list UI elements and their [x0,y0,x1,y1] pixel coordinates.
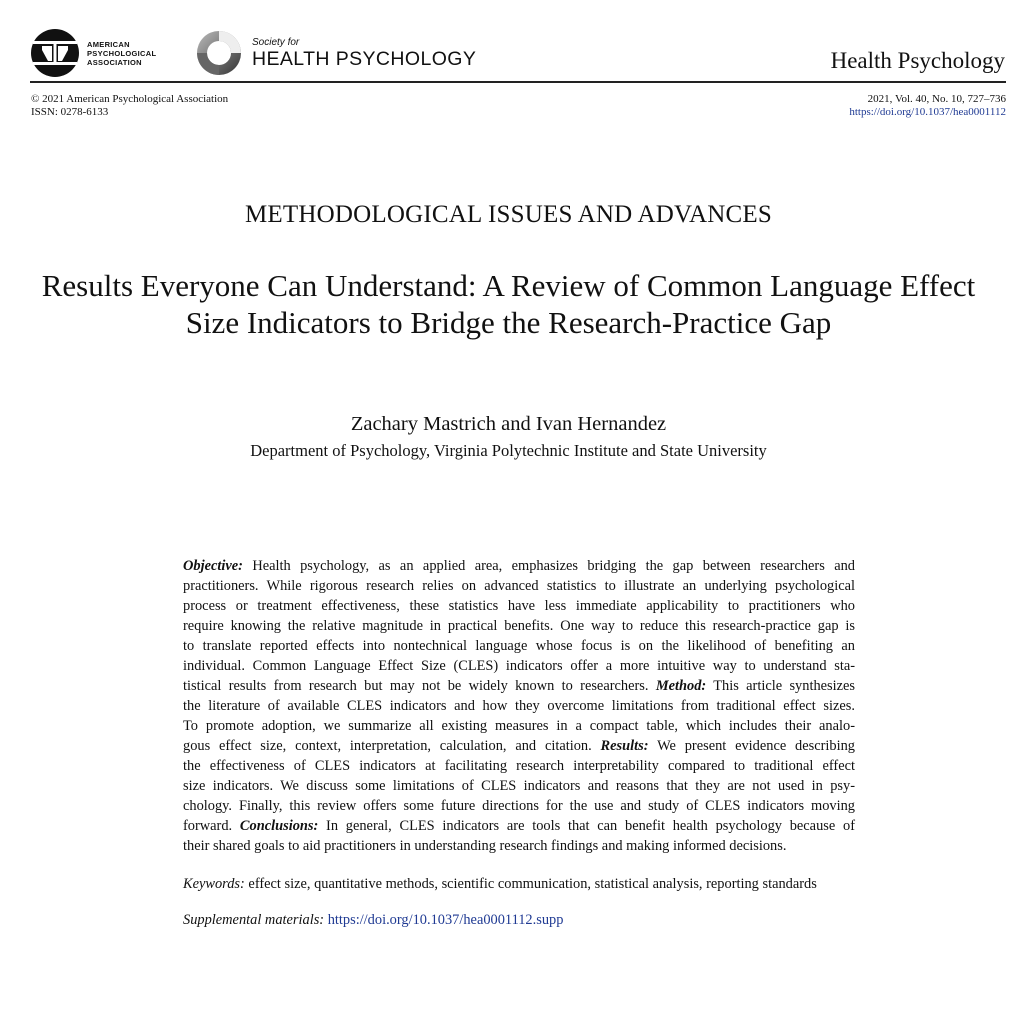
apa-emblem-icon [30,28,80,78]
affiliation: Department of Psychology, Virginia Polytechnic Institute and State University [250,441,767,460]
abstract-line: the literature of available CLES indicators and how they overcome limitations from traditional effect sizes. [183,698,855,714]
apa-logo-text: AMERICAN PSYCHOLOGICAL ASSOCIATION [87,39,157,67]
abstract-line: size indicators. We discuss some limitations of CLES indicators and reasons that they are not used in psy- [183,778,855,794]
abstract-line: individual. Common Language Effect Size (CLES) indicators offer a more intuitive way to understand sta- [183,658,855,674]
volume-info: 2021, Vol. 40, No. 10, 727–736 [867,93,1006,105]
apa-logo [30,28,170,78]
abstract-line: the effectiveness of CLES indicators at facilitating research interpretability compared to traditional effect [183,758,855,774]
abstract-line: tistical results from research but may not be widely known to researchers. Method: This article synthesizes [183,678,855,694]
article-title [0,267,1017,341]
citation-block [849,93,1006,118]
abstract-line: practitioners. While rigorous research relies on advanced statistics to illustrate an underlying psychological [183,578,855,594]
abstract-line: gous effect size, context, interpretation, calculation, and citation. Results: We present evidence describing [183,738,855,754]
keywords [183,876,883,893]
copyright-text: © 2021 American Psychological Association [31,93,229,105]
journal-name: Health Psychology [830,48,1005,73]
title-line-1: Results Everyone Can Understand: A Review of Common Language Effect [41,268,976,303]
objective-label: Objective: [183,558,243,574]
abstract-line: To promote adoption, we summarize all existing measures in a compact table, which includes their analo- [183,718,855,734]
abstract-line: to translate reported effects into nontechnical language whose focus is on the likelihood of benefiting an [183,638,855,654]
issn-text: ISSN: 0278-6133 [31,105,109,118]
society-logo [196,30,476,76]
supplemental-link[interactable]: https://doi.org/10.1037/hea0001112.supp [327,912,564,928]
title-line-2: Size Indicators to Bridge the Research-Practice Gap [185,305,832,340]
abstract-line: Objective: Health psychology, as an applied area, emphasizes bridging the gap between researchers and [183,558,855,574]
keywords-label: Keywords: [183,876,245,892]
abstract-line: chology. Finally, this review offers some future directions for the use and study of CLES indicators moving [183,798,855,814]
section-heading: METHODOLOGICAL ISSUES AND ADVANCES [245,201,772,228]
results-label: Results: [600,738,649,754]
abstract-line: their shared goals to aid practitioners in understanding research findings and making informed decisions. [183,838,787,854]
authors: Zachary Mastrich and Ivan Hernandez [350,413,667,435]
society-logo-text: Society for HEALTH PSYCHOLOGY [252,36,477,70]
conclusions-label: Conclusions: [239,818,319,834]
abstract [183,556,855,856]
abstract-line: require knowing the relative magnitude in practical benefits. One way to reduce this research-practice gap is [183,618,855,634]
method-label: Method: [655,678,707,694]
society-swirl-icon [196,30,242,76]
keywords-text: effect size, quantitative methods, scientific communication, statistical analysis, reporting standards [244,876,817,892]
supplemental-materials [183,912,883,929]
copyright-block [31,93,228,118]
abstract-line: process or treatment effectiveness, these statistics have less immediate applicability to practitioners who [183,598,855,614]
header-rule [30,81,1006,83]
abstract-line: forward. Conclusions: In general, CLES indicators are tools that can benefit health psychology because of [183,818,855,834]
supplemental-label: Supplemental materials: [183,912,325,928]
doi-link[interactable]: https://doi.org/10.1037/hea0001112 [849,105,1006,118]
